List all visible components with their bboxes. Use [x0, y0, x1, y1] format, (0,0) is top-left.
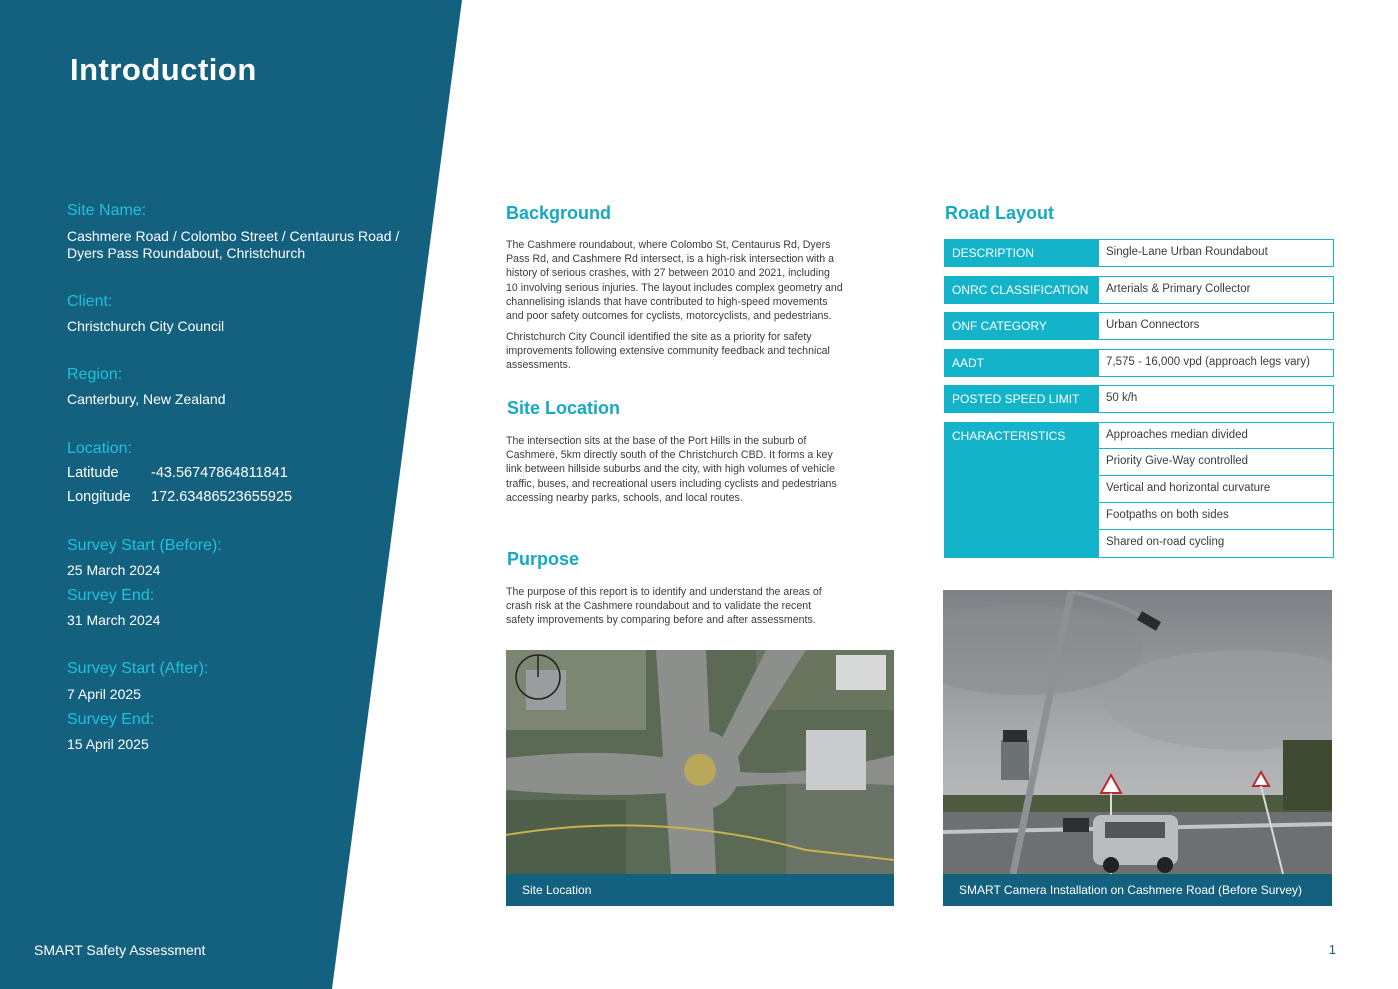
row-key: ONRC CLASSIFICATION	[944, 276, 1098, 304]
text-line: Pass Rd, and Cashmere Rd intersect, is a high-risk intersection with a	[506, 253, 834, 266]
site-location-heading: Site Location	[507, 398, 621, 418]
aerial-site-photo	[506, 650, 894, 874]
location-label: Location:	[67, 440, 132, 457]
table-row	[944, 239, 1334, 267]
text-line: history of serious crashes, with 27 between 2010 and 2021, including	[506, 267, 830, 280]
text-line: The purpose of this report is to identify and understand the areas of	[506, 586, 822, 598]
purpose-paragraph	[506, 585, 822, 628]
latitude-value: -43.56747864811841	[151, 465, 288, 481]
row-key: ONF CATEGORY	[944, 312, 1098, 340]
row-key: AADT	[944, 349, 1098, 377]
text-line: accessing nearby parks, schools, and local routes.	[506, 491, 743, 504]
row-value: Arterials & Primary Collector	[1098, 276, 1334, 304]
survey-start-after-value: 7 April 2025	[67, 686, 141, 702]
site-name-label: Site Name:	[67, 202, 147, 219]
row-key: DESCRIPTION	[944, 239, 1098, 267]
text-line: safety improvements by comparing before and after assessments.	[506, 614, 816, 627]
row-value: Shared on-road cycling	[1098, 530, 1334, 558]
site-name-line1: Cashmere Road / Colombo Street / Centaurus Road /	[67, 228, 400, 244]
camera-photo-caption: SMART Camera Installation on Cashmere Road (Before Survey)	[943, 874, 1332, 906]
road-layout-heading: Road Layout	[945, 203, 1055, 223]
text-line: Christchurch City Council identified the site as a priority for safety	[506, 331, 812, 343]
camera-installation-photo	[943, 590, 1332, 874]
row-value: 7,575 - 16,000 vpd (approach legs vary)	[1098, 349, 1334, 377]
row-value: Urban Connectors	[1098, 312, 1334, 340]
text-line: channelising islands that have contributed to high-speed movements	[506, 295, 828, 308]
text-line: link between hillside suburbs and the city, with high volumes of vehicle	[506, 463, 835, 476]
page-number: 1	[1328, 942, 1336, 957]
page-title: Introduction	[70, 52, 257, 87]
survey-end-before-label: Survey End:	[67, 587, 155, 604]
text-line: assessments.	[506, 359, 571, 372]
background-paragraph-2	[506, 330, 830, 373]
table-row	[944, 276, 1334, 304]
row-key: CHARACTERISTICS	[944, 422, 1098, 558]
table-row	[944, 312, 1334, 340]
client-value: Christchurch City Council	[67, 318, 225, 334]
background-heading: Background	[506, 203, 612, 223]
region-value: Canterbury, New Zealand	[67, 391, 226, 407]
latitude-label: Latitude	[67, 465, 119, 481]
survey-start-before-label: Survey Start (Before):	[67, 537, 222, 554]
row-value: Footpaths on both sides	[1098, 503, 1334, 530]
table-row	[944, 385, 1334, 413]
text-line: improvements following extensive community feedback and technical	[506, 345, 830, 358]
region-label: Region:	[67, 366, 123, 383]
text-line: Cashmere, 5km directly south of the Christchurch CBD. It forms a key	[506, 449, 833, 462]
text-line: 10 involving serious injuries. The layout includes complex geometry and	[506, 281, 843, 294]
longitude-row	[67, 489, 292, 505]
footer-report-name: SMART Safety Assessment	[34, 942, 206, 958]
background-paragraph-1	[506, 238, 843, 323]
table-row	[944, 349, 1334, 377]
text-line: The intersection sits at the base of the Port Hills in the suburb of	[506, 435, 807, 447]
longitude-label: Longitude	[67, 489, 131, 505]
site-location-caption: Site Location	[506, 874, 894, 906]
text-line: crash risk at the Cashmere roundabout and to validate the recent	[506, 600, 812, 613]
row-value: 50 k/h	[1098, 385, 1334, 413]
latitude-row	[67, 465, 288, 481]
purpose-heading: Purpose	[507, 549, 580, 569]
site-name-line2: Dyers Pass Roundabout, Christchurch	[67, 245, 306, 261]
site-location-paragraph	[506, 434, 837, 505]
survey-end-before-value: 31 March 2024	[67, 612, 161, 628]
row-value: Single-Lane Urban Roundabout	[1098, 239, 1334, 267]
text-line: and poor safety outcomes for cyclists, motorcyclists, and pedestrians.	[506, 310, 832, 323]
row-key: POSTED SPEED LIMIT	[944, 385, 1098, 413]
survey-start-after-label: Survey Start (After):	[67, 660, 209, 677]
text-line: traffic, buses, and recreational users including cyclists and pedestrians	[506, 477, 837, 490]
client-label: Client:	[67, 293, 113, 310]
row-value: Vertical and horizontal curvature	[1098, 476, 1334, 503]
row-value: Approaches median divided	[1098, 422, 1334, 449]
survey-start-before-value: 25 March 2024	[67, 562, 161, 578]
survey-end-after-label: Survey End:	[67, 711, 155, 728]
longitude-value: 172.63486523655925	[151, 489, 293, 505]
table-row	[944, 422, 1334, 558]
survey-end-after-value: 15 April 2025	[67, 736, 149, 752]
row-value: Priority Give-Way controlled	[1098, 449, 1334, 476]
text-line: The Cashmere roundabout, where Colombo St, Centaurus Rd, Dyers	[506, 239, 831, 251]
